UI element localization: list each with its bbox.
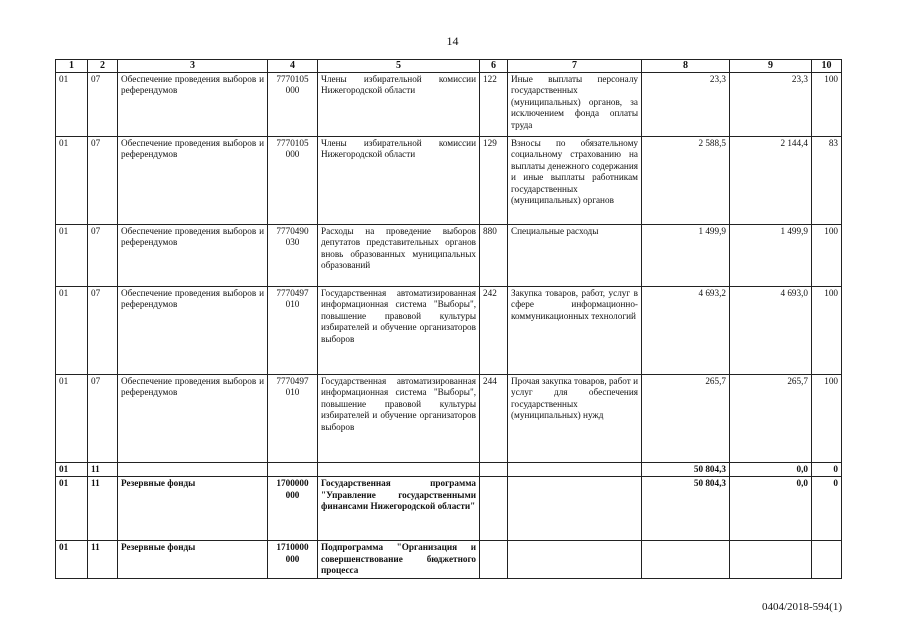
header-cell: 7: [508, 60, 642, 73]
execution-percent: [812, 541, 842, 579]
section-name: Обеспечение проведения выборов и референдумов: [118, 286, 268, 374]
target-article-code: 7770105 000: [268, 72, 318, 136]
header-cell: 2: [88, 60, 118, 73]
table-row: [56, 374, 842, 462]
header-cell: 6: [480, 60, 508, 73]
executed-amount: 1 499,9: [730, 224, 812, 286]
header-cell: 8: [642, 60, 730, 73]
subsection-code: 07: [88, 72, 118, 136]
expense-type-code: 122: [480, 72, 508, 136]
expense-type-name: Взносы по обязательному социальному страхованию на выплаты денежного содержания и иные выплаты работникам государственных (муниципальных) органов: [508, 136, 642, 224]
article-name: Члены избирательной комиссии Нижегородской области: [318, 136, 480, 224]
executed-amount: 0,0: [730, 462, 812, 477]
execution-percent: 0: [812, 477, 842, 541]
header-cell: 4: [268, 60, 318, 73]
expense-type-name: Иные выплаты персоналу государственных (муниципальных) органов, за исключением фонда оплаты труда: [508, 72, 642, 136]
table-row: [56, 136, 842, 224]
expense-type-code: 880: [480, 224, 508, 286]
approved-amount: 1 499,9: [642, 224, 730, 286]
subsection-code: 11: [88, 462, 118, 477]
approved-amount: 50 804,3: [642, 477, 730, 541]
expense-type-code: 242: [480, 286, 508, 374]
section-code: 01: [56, 374, 88, 462]
target-article-code: [268, 462, 318, 477]
header-cell: 5: [318, 60, 480, 73]
header-cell: 9: [730, 60, 812, 73]
section-name: Обеспечение проведения выборов и референдумов: [118, 374, 268, 462]
budget-table: [55, 59, 842, 579]
table-header-row: [56, 60, 842, 73]
target-article-code: 7770497 010: [268, 286, 318, 374]
section-code: 01: [56, 477, 88, 541]
section-code: 01: [56, 286, 88, 374]
approved-amount: 4 693,2: [642, 286, 730, 374]
executed-amount: 23,3: [730, 72, 812, 136]
subsection-code: 07: [88, 224, 118, 286]
execution-percent: 0: [812, 462, 842, 477]
execution-percent: 83: [812, 136, 842, 224]
target-article-code: 7770497 010: [268, 374, 318, 462]
header-cell: 10: [812, 60, 842, 73]
section-name: Резервные фонды: [118, 541, 268, 579]
article-name: [318, 462, 480, 477]
expense-type-code: [480, 462, 508, 477]
approved-amount: [642, 541, 730, 579]
subsection-code: 11: [88, 541, 118, 579]
page-number: 14: [446, 34, 459, 48]
target-article-code: 7770105 000: [268, 136, 318, 224]
target-article-code: 7770490 030: [268, 224, 318, 286]
expense-type-name: Прочая закупка товаров, работ и услуг для обеспечения государственных (муниципальных) нужд: [508, 374, 642, 462]
subsection-code: 11: [88, 477, 118, 541]
section-code: 01: [56, 462, 88, 477]
section-code: 01: [56, 224, 88, 286]
article-name: Расходы на проведение выборов депутатов представительных органов вновь образованных муниципальных образований: [318, 224, 480, 286]
section-code: 01: [56, 541, 88, 579]
table-row: [56, 72, 842, 136]
executed-amount: [730, 541, 812, 579]
executed-amount: 4 693,0: [730, 286, 812, 374]
execution-percent: 100: [812, 72, 842, 136]
subsection-code: 07: [88, 374, 118, 462]
expense-type-code: [480, 477, 508, 541]
article-name: Члены избирательной комиссии Нижегородской области: [318, 72, 480, 136]
execution-percent: 100: [812, 224, 842, 286]
subsection-code: 07: [88, 286, 118, 374]
table-row: [56, 462, 842, 477]
execution-percent: 100: [812, 286, 842, 374]
article-name: Подпрограмма "Организация и совершенствование бюджетного процесса: [318, 541, 480, 579]
header-cell: 3: [118, 60, 268, 73]
expense-type-name: Закупка товаров, работ, услуг в сфере информационно-коммуникационных технологий: [508, 286, 642, 374]
expense-type-name: Специальные расходы: [508, 224, 642, 286]
section-name: Обеспечение проведения выборов и референдумов: [118, 136, 268, 224]
document-code: 0404/2018-594(1): [761, 601, 842, 613]
article-name: Государственная программа "Управление государственными финансами Нижегородской области": [318, 477, 480, 541]
article-name: Государственная автоматизированная информационная система "Выборы", повышение правовой культуры избирателей и обучение организаторов выборов: [318, 374, 480, 462]
approved-amount: 23,3: [642, 72, 730, 136]
table-row: [56, 477, 842, 541]
executed-amount: 0,0: [730, 477, 812, 541]
table-row: [56, 224, 842, 286]
section-code: 01: [56, 136, 88, 224]
approved-amount: 2 588,5: [642, 136, 730, 224]
table-row: [56, 286, 842, 374]
table-row: [56, 541, 842, 579]
expense-type-code: 244: [480, 374, 508, 462]
section-code: 01: [56, 72, 88, 136]
expense-type-code: [480, 541, 508, 579]
target-article-code: 1700000 000: [268, 477, 318, 541]
expense-type-name: [508, 541, 642, 579]
section-name: [118, 462, 268, 477]
section-name: Резервные фонды: [118, 477, 268, 541]
article-name: Государственная автоматизированная информационная система "Выборы", повышение правовой культуры избирателей и обучение организаторов выборов: [318, 286, 480, 374]
section-name: Обеспечение проведения выборов и референдумов: [118, 72, 268, 136]
execution-percent: 100: [812, 374, 842, 462]
approved-amount: 265,7: [642, 374, 730, 462]
subsection-code: 07: [88, 136, 118, 224]
target-article-code: 1710000 000: [268, 541, 318, 579]
expense-type-name: [508, 462, 642, 477]
approved-amount: 50 804,3: [642, 462, 730, 477]
expense-type-name: [508, 477, 642, 541]
expense-type-code: 129: [480, 136, 508, 224]
executed-amount: 2 144,4: [730, 136, 812, 224]
executed-amount: 265,7: [730, 374, 812, 462]
section-name: Обеспечение проведения выборов и референдумов: [118, 224, 268, 286]
header-cell: 1: [56, 60, 88, 73]
